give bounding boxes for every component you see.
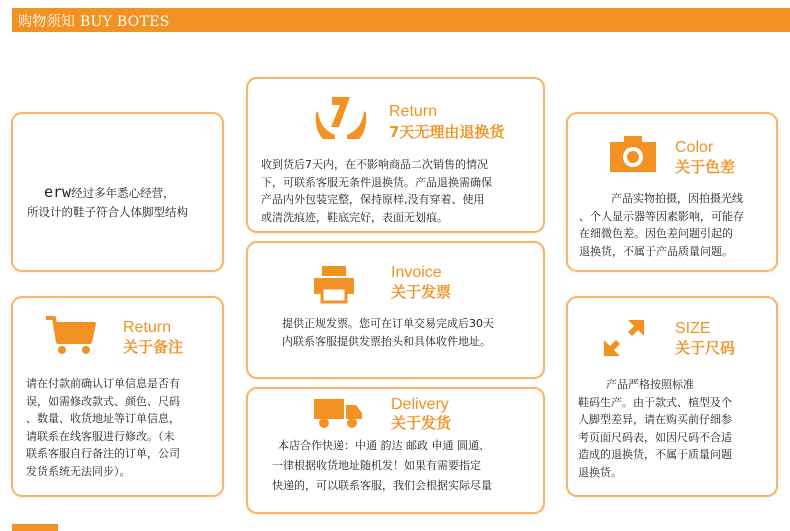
size-title-en: SIZE (675, 320, 711, 337)
text-line: 退换货，不属于产品质量问题。 (579, 244, 733, 258)
text-line: 退换货。 (578, 465, 622, 479)
shopping-cart-icon (44, 314, 98, 356)
text-line: 造成的退换货，不属于质量问题 (578, 448, 732, 461)
intro-line-1-text: 经过多年悉心经营， (71, 186, 175, 200)
color-title-en: Color (675, 139, 714, 156)
delivery-text (272, 436, 542, 496)
text-line: 下，可联系客服无条件退换货。产品退换需确保 (261, 175, 492, 189)
text-line: 请联系在线客服进行修改。（未 (26, 429, 175, 443)
printer-icon (312, 264, 356, 304)
text-line: 发货系统无法同步）。 (26, 464, 131, 478)
notes-text (26, 375, 221, 480)
footer-accent-bar (12, 524, 58, 531)
text-line: 、个人显示器等因素影响，可能存 (579, 209, 744, 223)
text-line: 本店合作快递：中通 韵达 邮政 申通 圆通、 (278, 439, 490, 452)
text-line: 人脚型差异，请在购买前仔细参 (578, 413, 732, 426)
page-title: 购物须知 BUY BOTES (18, 14, 170, 30)
camera-icon (608, 134, 658, 174)
brand-name: erw (44, 183, 72, 201)
return-policy-text (261, 156, 541, 226)
text-line: 产品严格按照标准 (606, 378, 694, 391)
text-line: 产品实物拍摄，因拍摄光线 (611, 192, 743, 205)
text-line: 误，如需修改款式、颜色、尺码 (26, 394, 180, 408)
delivery-title-en: Delivery (391, 396, 449, 413)
intro-line-1 (44, 183, 175, 201)
notes-title-zh: 关于备注 (123, 338, 184, 356)
text-line: 快递的，可以联系客服，我们会根据实际尽量 (272, 479, 492, 492)
text-line: 联系客服自行备注的订单，公司 (26, 447, 180, 460)
text-line: 、数量、收货地址等订单信息， (26, 412, 180, 425)
text-line: 内联系客服提供发票抬头和具体收件地址。 (282, 334, 491, 348)
color-text (579, 190, 779, 260)
text-line: 一律根据收货地址随机发！如果有需要指定 (272, 459, 481, 472)
text-line: 鞋码生产。由于款式、楦型及个 (578, 395, 732, 409)
invoice-title-en: Invoice (391, 264, 442, 281)
invoice-title-zh: 关于发票 (391, 283, 452, 301)
intro-line-2: 所设计的鞋子符合人体脚型结构 (27, 205, 188, 219)
text-line: 提供正规发票。您可在订单交易完成后30天 (282, 317, 494, 330)
resize-arrows-icon (602, 318, 646, 358)
return-policy-title-en: Return (389, 103, 438, 120)
truck-icon (312, 397, 364, 429)
text-line: 或清洗痕迹，鞋底完好，表面无划痕。 (261, 210, 448, 224)
size-text (578, 376, 778, 481)
return-policy-title-zh: 7天无理由退换货 (389, 123, 505, 141)
invoice-card (246, 241, 545, 379)
color-title-zh: 关于色差 (675, 158, 736, 176)
text-line: 考页面尺码表，如因尺码不合适 (578, 430, 732, 444)
text-line: 收到货后7天内，在不影响商品二次销售的情况 (261, 158, 488, 171)
text-line: 请在付款前确认订单信息是否有 (26, 377, 180, 390)
text-line: 产品内外包装完整，保持原样,没有穿着、使用 (261, 193, 485, 206)
delivery-title-zh: 关于发货 (391, 414, 452, 432)
size-title-zh: 关于尺码 (675, 339, 736, 357)
header-bar (12, 8, 790, 32)
text-line: 在细微色差。因色差问题引起的 (579, 227, 733, 240)
invoice-text (282, 315, 544, 350)
notes-title-en: Return (123, 319, 172, 336)
hands-seven-icon (315, 93, 367, 141)
